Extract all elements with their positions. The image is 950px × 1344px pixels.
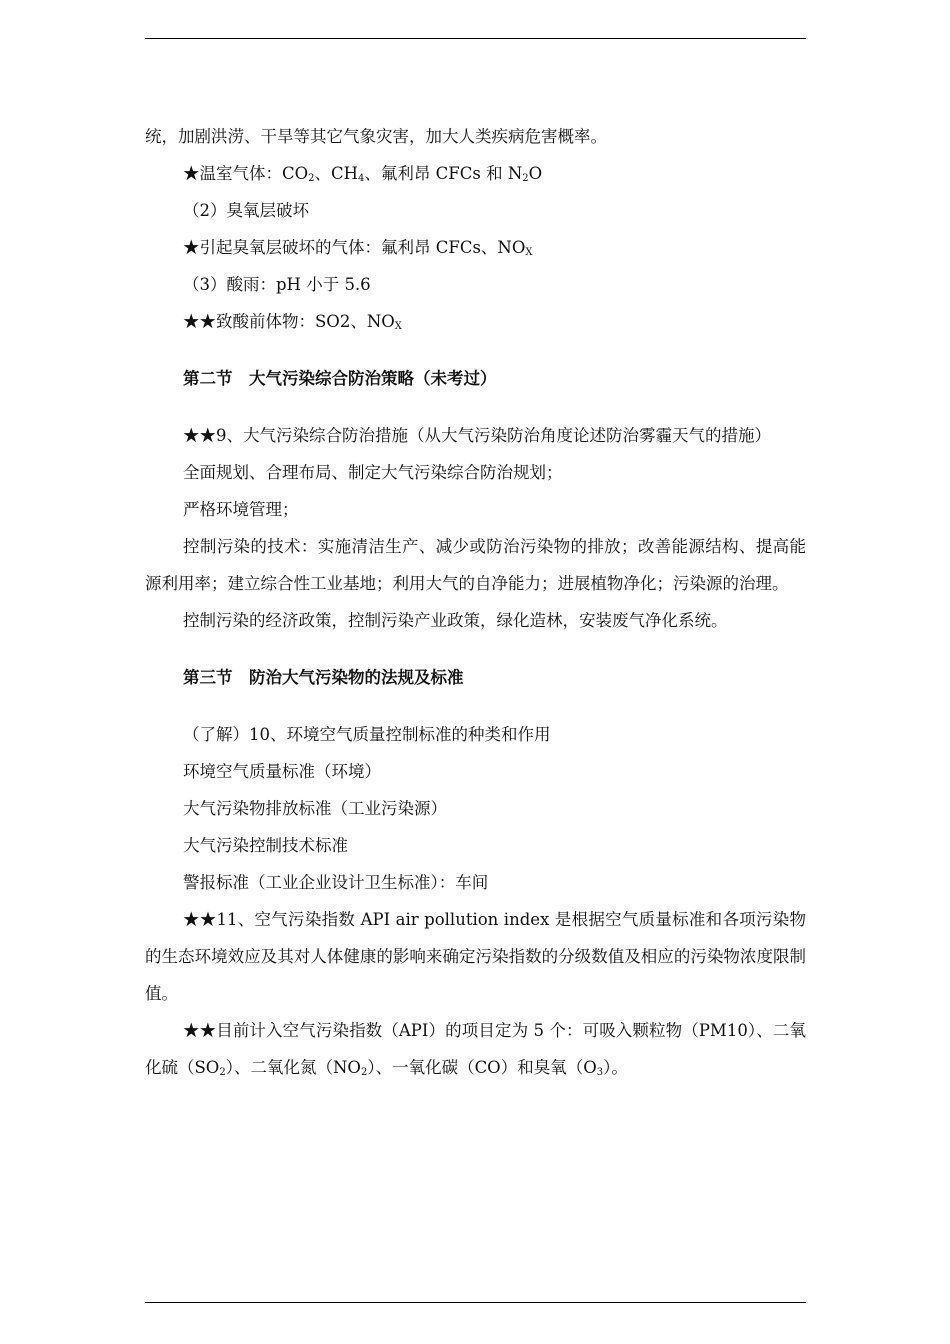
greenhouse-gases-line: ★温室气体：$CO_2$、$CH_4$、氟利昂 CFCs 和 $N_2O$ [183,164,543,184]
acid-rain-line: （3）酸雨：pH 小于 5.6 [183,275,371,294]
paragraph: 严格环境管理； [183,500,299,519]
acid-precursors-line: ★★致酸前体物：SO2、$NO_X$ [183,312,402,332]
section-heading-3: 第三节 防治大气污染物的法规及标准 [183,668,464,687]
paragraph: ★★9、大气污染综合防治措施（从大气污染防治角度论述防治雾霾天气的措施） [183,426,771,445]
header-rule [145,38,806,39]
page-body [145,118,806,1086]
section-heading-2: 第二节 大气污染综合防治策略（未考过） [183,369,497,388]
paragraph: 统，加剧洪涝、干旱等其它气象灾害，加大人类疾病危害概率。 [145,127,607,146]
paragraph: 大气污染物排放标准（工业污染源） [183,799,447,818]
paragraph: 大气污染控制技术标准 [183,836,348,855]
paragraph: ★★11、空气污染指数 API air pollution index 是根据空气质量标准和各项污染物的生态环境效应及其对人体健康的影响来确定污染指数的分级数值及相应的污染物浓度限制值。 [145,910,806,1003]
paragraph: 控制污染的技术：实施清洁生产、减少或防治污染物的排放；改善能源结构、提高能源利用率；建立综合性工业基地；利用大气的自净能力；进展植物净化；污染源的治理。 [145,537,806,593]
paragraph: 全面规划、合理布局、制定大气污染综合防治规划； [183,463,563,482]
paragraph: 警报标准（工业企业设计卫生标准）：车间 [183,873,489,892]
footer-rule [145,1302,806,1303]
ozone-heading-line: （2）臭氧层破坏 [183,201,309,220]
api-items-paragraph: ★★目前计入空气污染指数（API）的项目定为 5 个：可吸入颗粒物（PM10）、二氧化硫$(SO_2)$、二氧化氮$(NO_2)$、一氧化碳（CO）和臭氧$(O_3)$。 [145,1021,806,1078]
ozone-gases-line: ★引起臭氧层破坏的气体：氟利昂 CFCs、$NO_X$ [183,238,533,258]
paragraph: 环境空气质量标准（环境） [183,762,381,781]
paragraph: 控制污染的经济政策，控制污染产业政策，绿化造林，安装废气净化系统。 [183,611,728,630]
paragraph: （了解）10、环境空气质量控制标准的种类和作用 [183,725,551,744]
